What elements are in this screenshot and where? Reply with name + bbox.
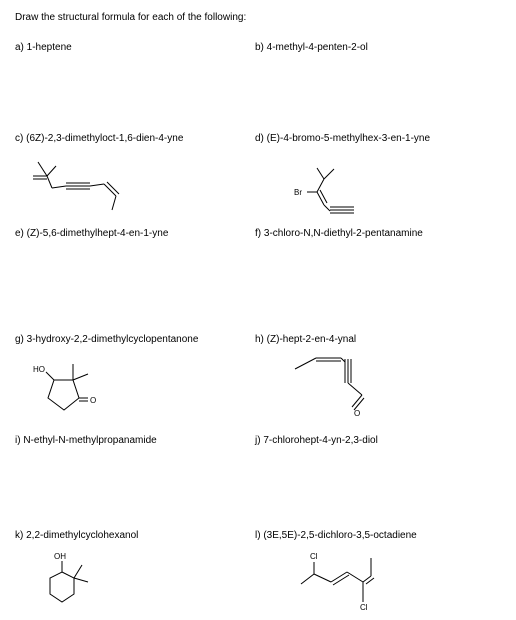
chlorine-label-bottom: Cl (360, 603, 368, 612)
problem-l-label: l) (3E,5E)-2,5-dichloro-3,5-octadiene (255, 530, 417, 541)
structure-k (40, 548, 100, 616)
instruction-text: Draw the structural formula for each of the following: (15, 12, 247, 23)
problem-c-label: c) (6Z)-2,3-dimethyloct-1,6-dien-4-yne (15, 133, 184, 144)
structure-g (30, 358, 120, 418)
chlorine-label-top: Cl (310, 552, 318, 561)
problem-a-label: a) 1-heptene (15, 42, 72, 53)
structure-h (290, 355, 380, 418)
problem-i-label: i) N-ethyl-N-methylpropanamide (15, 435, 157, 446)
bromine-label: Br (294, 188, 302, 197)
problem-e-label: e) (Z)-5,6-dimethylhept-4-en-1-yne (15, 228, 169, 239)
problem-b-label: b) 4-methyl-4-penten-2-ol (255, 42, 368, 53)
hydroxyl-label: HO (33, 365, 45, 374)
problem-j-label: j) 7-chlorohept-4-yn-2,3-diol (255, 435, 378, 446)
structure-l (285, 550, 385, 616)
structure-c (30, 160, 130, 215)
problem-f-label: f) 3-chloro-N,N-diethyl-2-pentanamine (255, 228, 423, 239)
problem-h-label: h) (Z)-hept-2-en-4-ynal (255, 334, 357, 345)
structure-d (290, 165, 380, 220)
aldehyde-oxygen-label: O (354, 409, 361, 418)
carbonyl-oxygen-label: O (90, 396, 97, 405)
problem-d-label: d) (E)-4-bromo-5-methylhex-3-en-1-yne (255, 133, 431, 144)
hydroxyl-label: OH (54, 552, 66, 561)
problem-g-label: g) 3-hydroxy-2,2-dimethylcyclopentanone (15, 334, 199, 345)
problem-k-label: k) 2,2-dimethylcyclohexanol (15, 530, 139, 541)
